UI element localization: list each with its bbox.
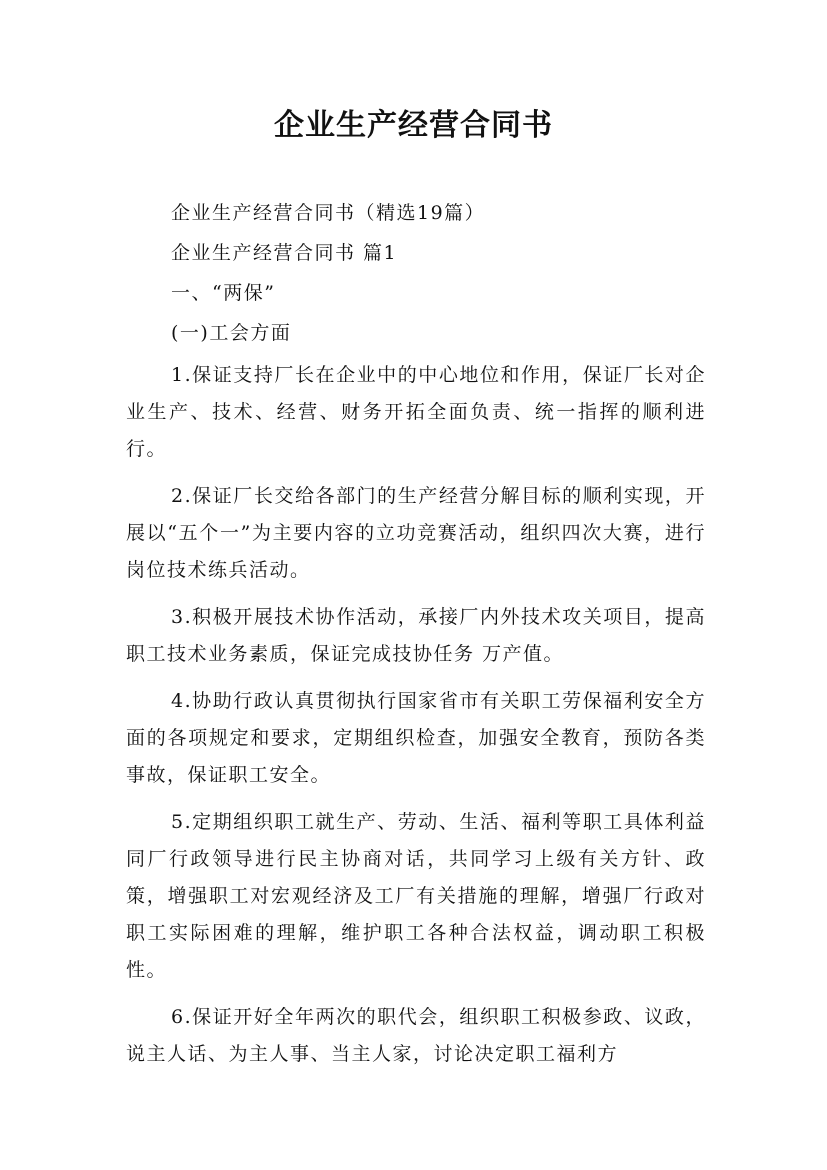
paragraph-3: 3.积极开展技术协作活动，承接厂内外技术攻关项目，提高职工技术业务素质，保证完成技协任务 万产值。	[126, 606, 706, 665]
subsection-heading: (一)工会方面	[171, 322, 292, 344]
paragraph-4: 4.协助行政认真贯彻执行国家省市有关职工劳保福利安全方面的各项规定和要求，定期组织检查，加强安全教育，预防各类事故，保证职工安全。	[126, 690, 706, 786]
chapter-heading: 企业生产经营合同书 篇1	[171, 242, 398, 264]
document-body	[126, 193, 706, 1083]
paragraph-5: 5.定期组织职工就生产、劳动、生活、福利等职工具体利益同厂行政领导进行民主协商对话，共同学习上级有关方针、政策，增强职工对宏观经济及工厂有关措施的理解，增强厂行政对职工实际困难的理解，维护职工各种合法权益，调动职工积极性。	[126, 811, 706, 981]
section-heading: 一、“两保”	[171, 282, 276, 304]
paragraph-2: 2.保证厂长交给各部门的生产经营分解目标的顺利实现，开展以“五个一”为主要内容的立功竞赛活动，组织四次大赛，进行岗位技术练兵活动。	[126, 485, 706, 581]
document-title: 企业生产经营合同书	[274, 108, 553, 143]
paragraph-1: 1.保证支持厂长在企业中的中心地位和作用，保证厂长对企业生产、技术、经营、财务开拓全面负责、统一指挥的顺利进行。	[126, 364, 706, 460]
paragraph-6: 6.保证开好全年两次的职代会，组织职工积极参政、议政，说主人话、为主人事、当主人家，讨论决定职工福利方	[126, 1006, 706, 1065]
subtitle-line: 企业生产经营合同书（精选19篇）	[171, 202, 486, 224]
